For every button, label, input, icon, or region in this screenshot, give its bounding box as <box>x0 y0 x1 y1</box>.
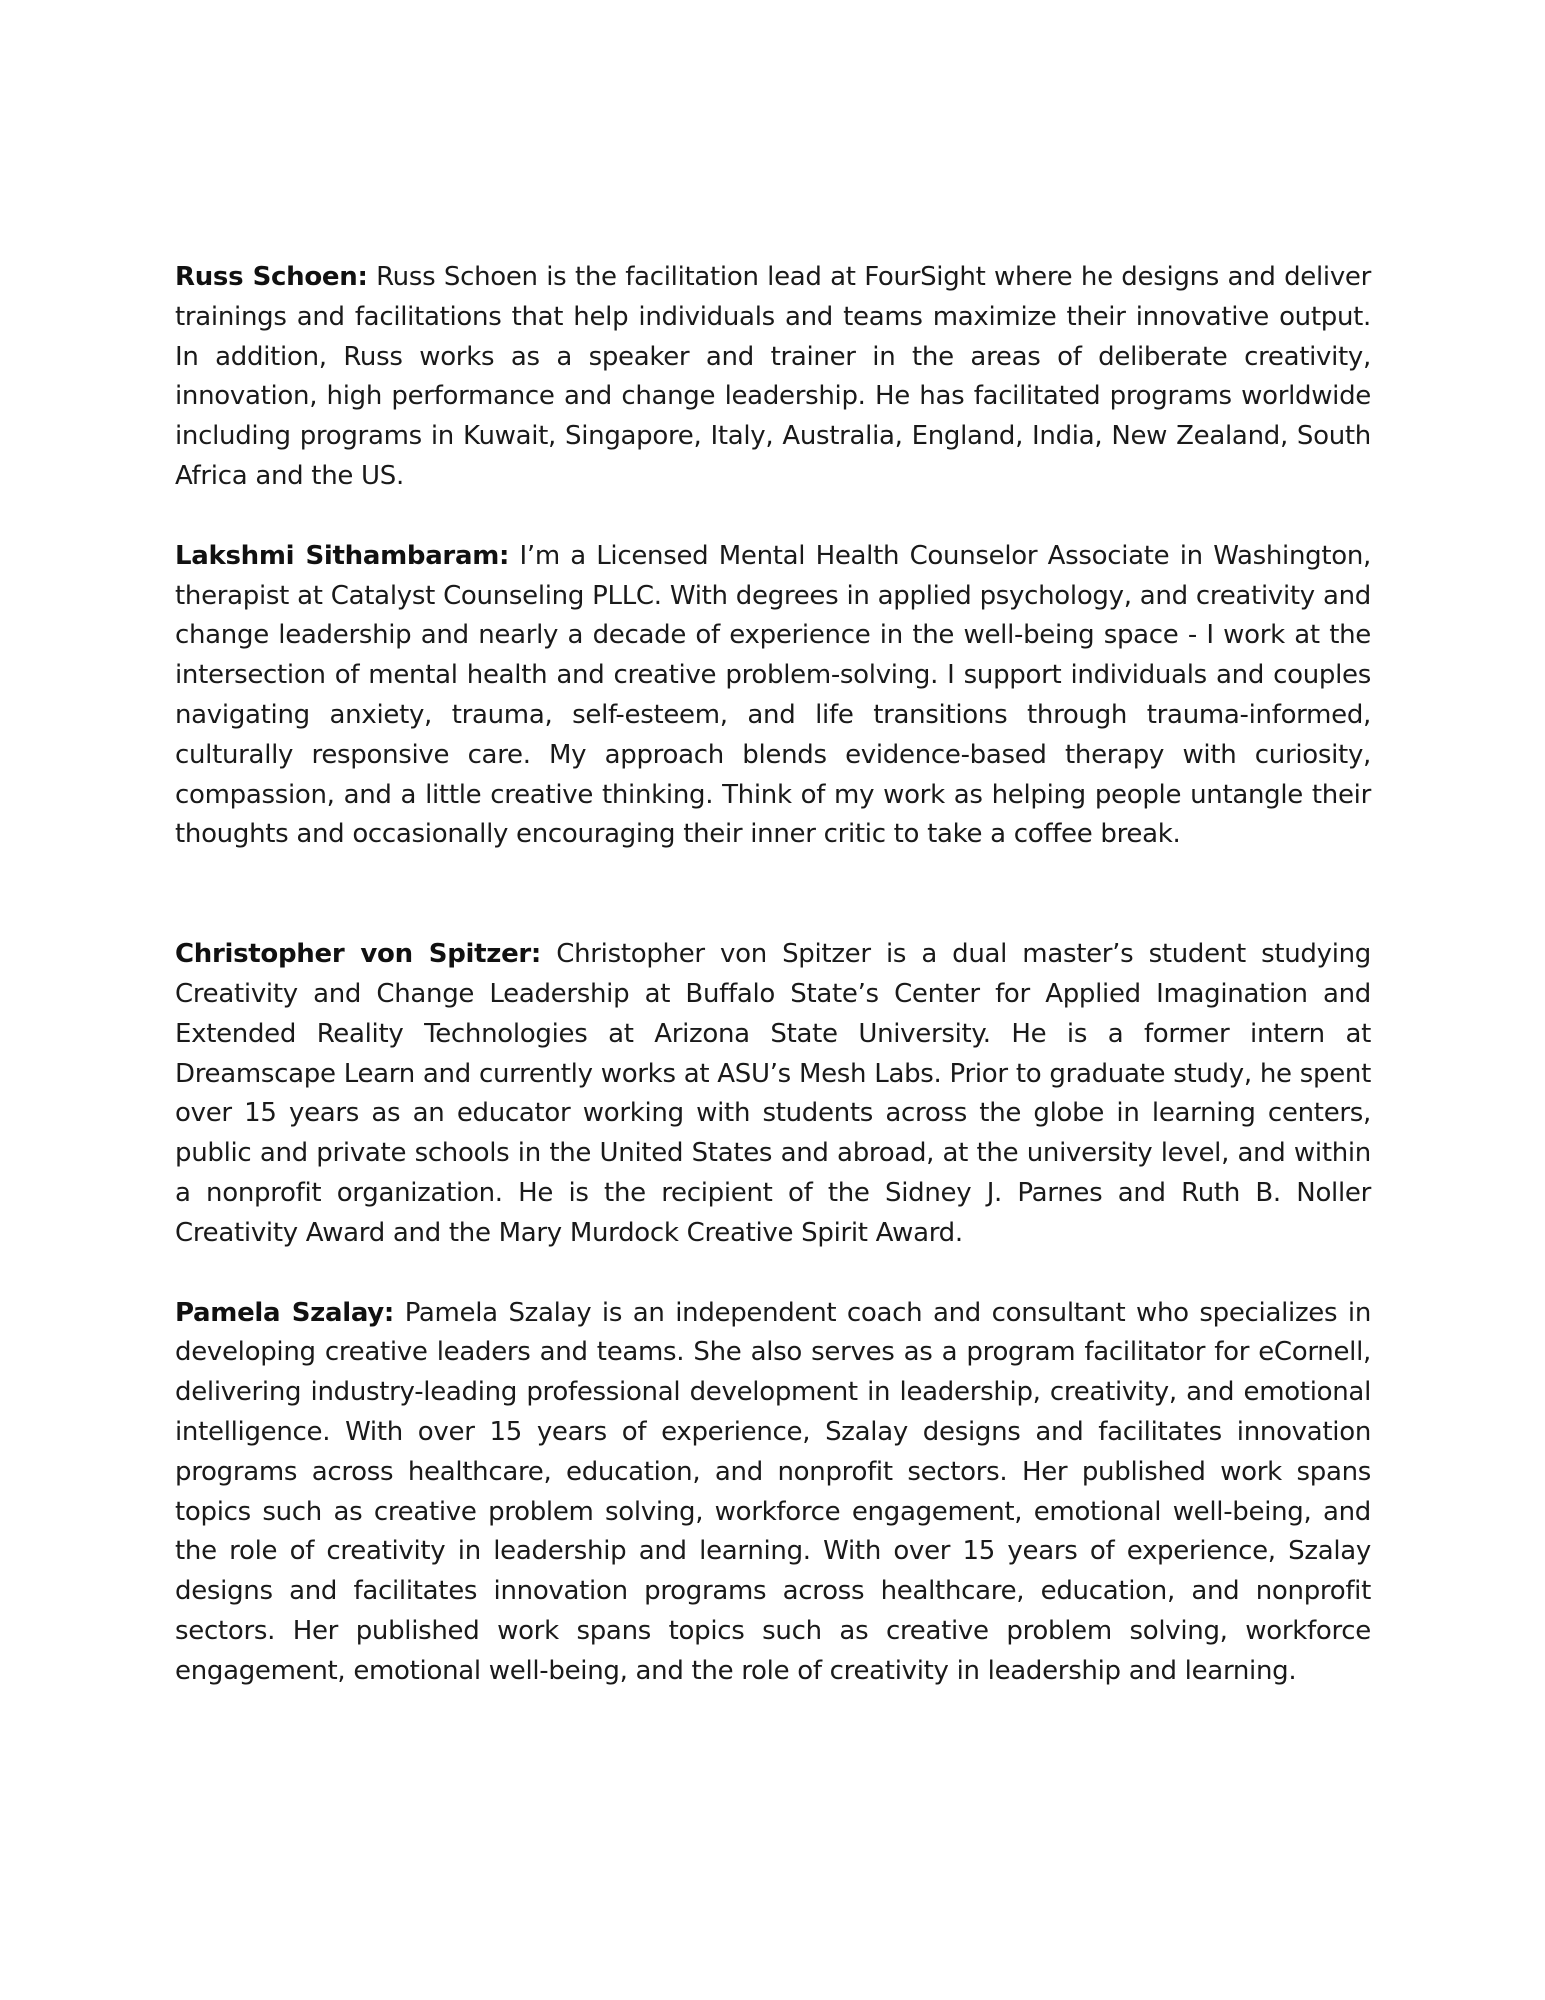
bio-text: Russ Schoen is the facilitation lead at FourSight where he designs and deliver trainings and facilitations that help individuals and teams maximize their innovative output. In addition, Russ works as a speaker and trainer in the areas of deliberate creativity, innovation, high performance and change leadership. He has facilitated programs worldwide including programs in Kuwait, Singapore, Italy, Australia, England, India, New Zealand, South Africa and the US. <box>175 262 1371 491</box>
bio-text: I’m a Licensed Mental Health Counselor Associate in Washington, therapist at Catalyst Counseling PLLC. With degrees in applied psychology, and creativity and change leadership and nearly a decade of experience in the well-being space - I work at the intersection of mental health and creative problem-solving. I support individuals and couples navigating anxiety, trauma, self-esteem, and life transitions through trauma-informed, culturally responsive care. My approach blends evidence-based therapy with curiosity, compassion, and a little creative thinking. Think of my work as helping people untangle their thoughts and occasionally encouraging their inner critic to take a coffee break. <box>175 540 1371 850</box>
bio-name: Christopher von Spitzer: <box>175 939 542 970</box>
bio-text: Pamela Szalay is an independent coach and consultant who specializes in developing creative leaders and teams. She also serves as a program facilitator for eCornell, delivering industry-leading professional development in leadership, creativity, and emotional intelligence. With over 15 years of experience, Szalay designs and facilitates innovation programs across healthcare, education, and nonprofit sectors. Her published work spans topics such as creative problem solving, workforce engagement, emotional well-being, and the role of creativity in leadership and learning. With over 15 years of experience, Szalay designs and facilitates innovation programs across healthcare, education, and nonprofit sectors. Her published work spans topics such as creative problem solving, workforce engagement, emotional well-being, and the role of creativity in leadership and learning. <box>175 1297 1371 1686</box>
bio-name: Pamela Szalay: <box>175 1297 395 1328</box>
bio-text: Christopher von Spitzer is a dual master’s student studying Creativity and Change Leadership at Buffalo State’s Center for Applied Imagination and Extended Reality Technologies at Arizona State University. He is a former intern at Dreamscape Learn and currently works at ASU’s Mesh Labs. Prior to graduate study, he spent over 15 years as an educator working with students across the globe in learning centers, public and private schools in the United States and abroad, at the university level, and within a nonprofit organization. He is the recipient of the Sidney J. Parnes and Ruth B. Noller Creativity Award and the Mary Murdock Creative Spirit Award. <box>175 939 1372 1248</box>
bio-lakshmi-sithambaram <box>175 537 1371 855</box>
bio-name: Russ Schoen: <box>175 262 368 292</box>
bio-russ-schoen <box>175 258 1371 497</box>
bio-christopher-von-spitzer <box>175 935 1371 1253</box>
bio-pamela-szalay <box>175 1294 1371 1692</box>
paragraph-spacer <box>175 497 1371 537</box>
paragraph-spacer <box>175 855 1371 935</box>
paragraph-spacer <box>175 1254 1371 1294</box>
bios-section <box>175 258 1371 1692</box>
bio-name: Lakshmi Sithambaram: <box>175 540 510 571</box>
